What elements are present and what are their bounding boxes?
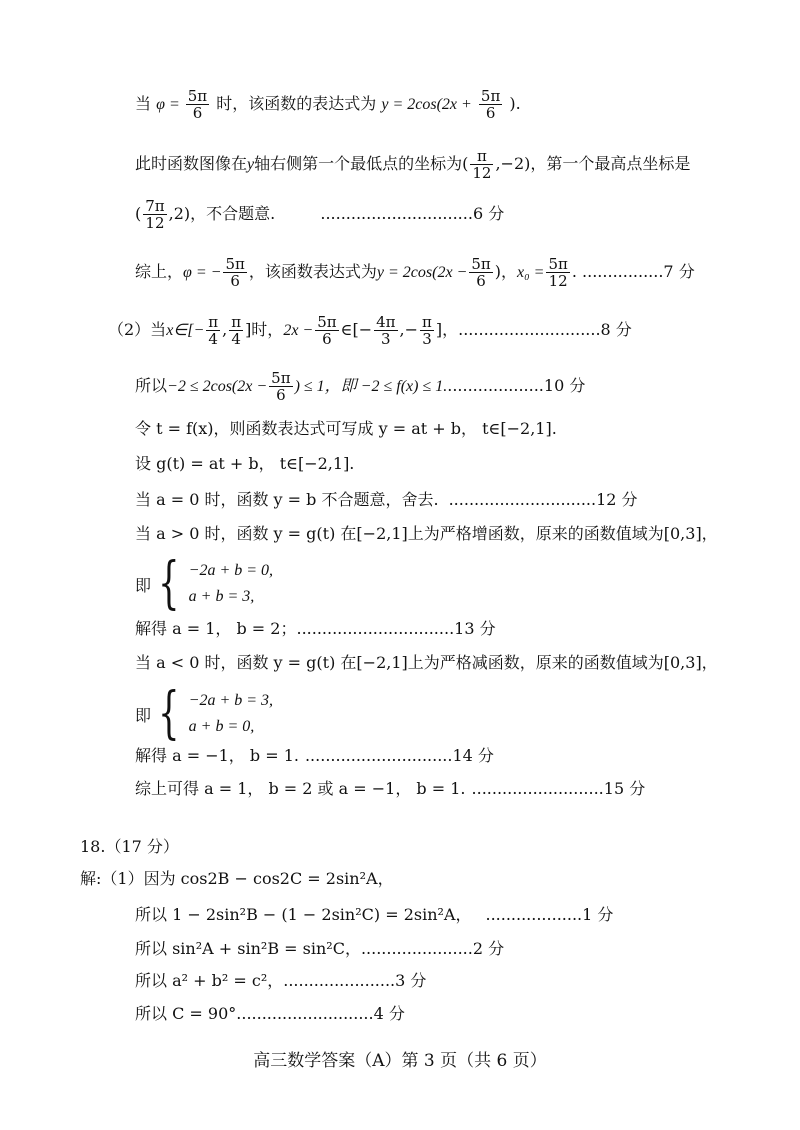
line-part2-range: （2）当x∈[− $\frac{\pi}{4}$ , $\frac{\pi}{4}$ ]时，2x − $\frac{5\pi}{6}$ ∈[− $\frac{4\pi}{3}$ ,− $\frac{\pi}{3}$ ]，............................8 分 [108,313,632,348]
page-footer: 高三数学答案（A）第 3 页（共 6 页） [253,1051,547,1071]
line-define-g: 设 g(t) = at + b， t∈[−2,1]. [135,454,355,473]
line-lowest-point: 此时函数图像在y轴右侧第一个最低点的坐标为( $\frac{\pi}{12}$ ,−2)，第一个最高点坐标是 [135,147,691,182]
brace-icon: { [158,681,180,746]
score: . ................7 分 [571,262,695,281]
fraction: $\frac{\pi}{12}$ [472,147,492,182]
line-phi-case [135,88,521,121]
score: ..........................4 分 [241,1004,405,1023]
line-a-zero: 当 a = 0 时，函数 y = b 不合题意，舍去. .............................12 分 [135,490,638,509]
line-q18-step4: 所以 C = 90°...........................4 分 [135,1004,405,1023]
score: ]，............................8 分 [435,320,632,339]
fraction: $\frac{5\pi}{6}$ [187,87,208,122]
line-substitution: 令 t = f(x)，则函数表达式可写成 y = at + b， t∈[−2,1]. [135,419,557,438]
line-a-positive: 当 a > 0 时，函数 y = g(t) 在[−2,1]上为严格增函数，原来的函数值域为[0,3]， [135,524,718,543]
line-a-negative: 当 a < 0 时，函数 y = g(t) 在[−2,1]上为严格减函数，原来的函数值域为[0,3]， [135,653,718,672]
score: ..........................15 分 [471,779,646,798]
brace-icon: { [158,551,180,616]
line-q18-step3: 所以 a² + b² = c²，......................3 分 [135,971,427,990]
score: .............................12 分 [448,490,638,509]
line-solution-1: 解得 a = 1， b = 2；...............................13 分 [135,619,496,638]
text: 时，该函数的表达式为 [216,94,377,113]
score: ...............................13 分 [296,619,496,638]
score: ......................3 分 [283,971,427,990]
question-18-heading: 18.（17 分） [80,837,179,856]
score: ......................2 分 [360,939,505,958]
line-cos-bound: 所以−2 ≤ 2cos(2x − $\frac{5\pi}{6}$ ) ≤ 1，即 −2 ≤ f(x) ≤ 1....................10 分 [135,369,586,404]
score: ...................1 分 [485,905,614,924]
fraction: $\frac{5\pi}{6}$ [471,255,491,290]
line-highest-point: ( $\frac{7\pi}{12}$ ,2)，不合题意. ..............................6 分 [135,197,505,232]
line-q18-given: 解:（1）因为 cos2B − cos2C = 2sin²A， [80,869,394,888]
fraction: $\frac{5\pi}{12}$ [548,255,568,290]
equation-system-1: 即 { −2a + b = 0, a + b = 3, [135,551,274,616]
line-solution-2: 解得 a = −1， b = 1. .............................14 分 [135,746,494,765]
score: ..............................6 分 [320,204,505,223]
score: ...................10 分 [447,376,586,395]
fraction: $\frac{5\pi}{6}$ [480,87,501,122]
line-q18-step2: 所以 sin²A + sin²B = sin²C，......................2 分 [135,939,505,958]
math: y = 2cos(2x + [381,96,472,113]
text: 即 [135,575,152,595]
text: 当 [135,94,152,113]
equation-system-2: 即 { −2a + b = 3, a + b = 0, [135,681,274,746]
line-q18-step1: 所以 1 − 2sin²B − (1 − 2sin²C) = 2sin²A， ...................1 分 [135,905,614,924]
line-final-conclusion: 综上可得 a = 1， b = 2 或 a = −1， b = 1. ..........................15 分 [135,779,646,798]
math: φ = [156,96,184,113]
fraction: $\frac{7\pi}{12}$ [145,197,165,232]
line-conclusion-part1: 综上，φ = − $\frac{5\pi}{6}$ ，该函数表达式为y = 2cos(2x − $\frac{5\pi}{6}$ )，x₀ = $\frac{5\pi}{12}$ . ................7 分 [135,255,695,290]
fraction: $\frac{5\pi}{6}$ [225,255,245,290]
text: ). [509,94,521,113]
score: .............................14 分 [304,746,494,765]
text: 即 [135,705,152,725]
